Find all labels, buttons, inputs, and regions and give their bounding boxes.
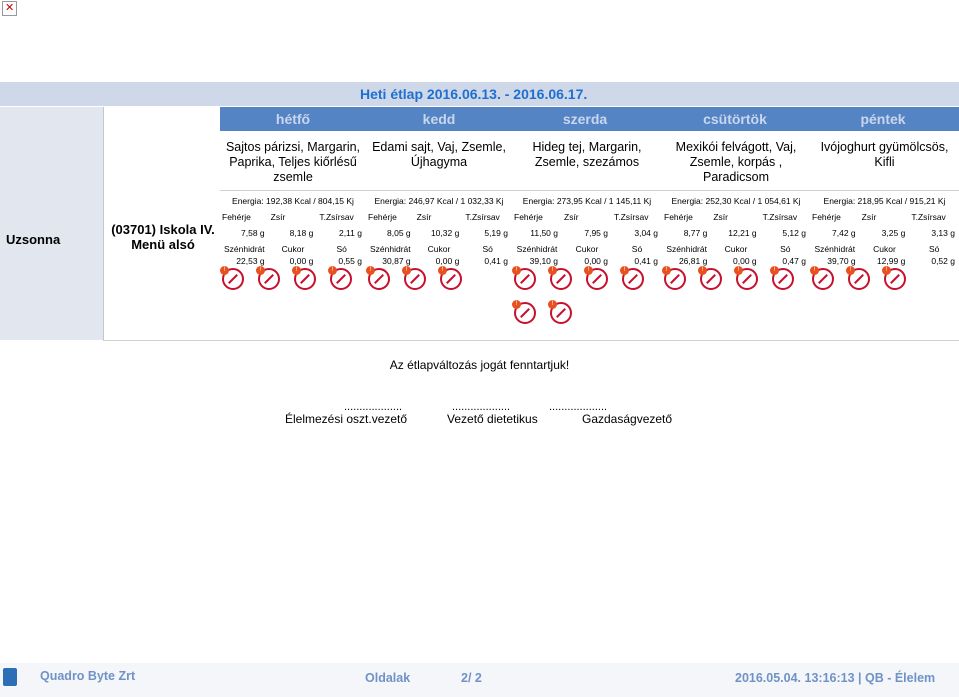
- meal-name: Hideg tej, Margarin, Zsemle, szezámos: [532, 140, 642, 169]
- signature-dots: ...................: [549, 401, 608, 413]
- broken-image-icon: [2, 1, 17, 16]
- nutrient-label: Cukor: [575, 244, 599, 254]
- nutrient-label: Cukor: [281, 244, 305, 254]
- nutrient-value: 22,53 g: [236, 256, 265, 266]
- info-badge-icon: !: [512, 266, 521, 275]
- info-badge-icon: !: [662, 266, 671, 275]
- nutrient-value: 0,41 g: [634, 256, 658, 266]
- info-badge-icon: !: [366, 266, 375, 275]
- nutrient-label: Zsír: [713, 212, 728, 222]
- info-badge-icon: !: [220, 266, 229, 275]
- nutrient-label: Cukor: [873, 244, 896, 254]
- nutrient-value: 39,10 g: [529, 256, 558, 266]
- footer-page-value: 2/ 2: [461, 671, 482, 685]
- nutrient-value: 10,32 g: [430, 228, 460, 238]
- meal-type-label: Uzsonna: [6, 232, 61, 247]
- nutrient-value: 3,04 g: [634, 228, 658, 238]
- day-tuesday: kedd: [422, 111, 456, 127]
- signature-role: Élelmezési oszt.vezető: [285, 412, 408, 426]
- nutrient-value: 7,58 g: [241, 228, 265, 238]
- footer-company: Quadro Byte Zrt: [40, 669, 136, 683]
- info-badge-icon: !: [770, 266, 779, 275]
- meal-name: Edami sajt, Vaj, Zsemle, Újhagyma: [372, 140, 506, 169]
- nutrient-value: 8,05 g: [387, 228, 411, 238]
- nutrient-value: 3,13 g: [931, 228, 955, 238]
- nutrient-value: 0,00 g: [435, 256, 460, 266]
- info-badge-icon: !: [734, 266, 743, 275]
- menu-name: (03701) Iskola IV. Menü alsó: [111, 222, 215, 252]
- nutrient-label: Só: [780, 244, 791, 254]
- nutrient-label: T.Zsírsav: [465, 212, 500, 222]
- nutrient-label: Fehérje: [812, 212, 841, 222]
- nutrient-value: 30,87 g: [382, 256, 411, 266]
- info-badge-icon: !: [548, 300, 557, 309]
- energy-value: Energia: 192,38 Kcal / 804,15 Kj: [232, 196, 354, 206]
- logo-icon: [3, 668, 17, 686]
- nutrient-label: T.Zsírsav: [614, 212, 649, 222]
- info-badge-icon: !: [548, 266, 557, 275]
- meal-type-column: [0, 107, 104, 340]
- nutrient-label: Fehérje: [368, 212, 397, 222]
- nutrient-value: 0,55 g: [338, 256, 362, 266]
- day-wednesday: szerda: [562, 111, 608, 127]
- nutrient-label: Zsír: [416, 212, 432, 222]
- info-badge-icon: !: [328, 266, 337, 275]
- nutrient-value: 0,00 g: [733, 256, 757, 266]
- nutrient-value: 12,99 g: [876, 256, 906, 266]
- info-badge-icon: !: [584, 266, 593, 275]
- footer-page-label: Oldalak: [365, 671, 411, 685]
- signature-role: Gazdaságvezető: [582, 412, 673, 426]
- nutrient-label: Fehérje: [222, 212, 251, 222]
- info-badge-icon: !: [402, 266, 411, 275]
- nutrient-value: 12,21 g: [728, 228, 757, 238]
- info-badge-icon: !: [620, 266, 629, 275]
- info-badge-icon: !: [810, 266, 819, 275]
- nutrient-label: Szénhidrát: [224, 244, 265, 254]
- nutrient-value: 0,41 g: [484, 256, 508, 266]
- nutrient-value: 11,50 g: [530, 228, 558, 238]
- info-badge-icon: !: [882, 266, 891, 275]
- day-thursday: csütörtök: [703, 111, 767, 127]
- nutrient-label: Szénhidrát: [516, 244, 558, 254]
- footer-timestamp: 2016.05.04. 13:16:13 | QB - Élelem: [735, 671, 936, 685]
- divider: [103, 340, 959, 341]
- nutrient-value: 3,25 g: [881, 228, 906, 238]
- info-badge-icon: !: [512, 300, 521, 309]
- info-badge-icon: !: [846, 266, 855, 275]
- info-badge-icon: !: [256, 266, 265, 275]
- nutrient-label: Só: [631, 244, 643, 254]
- nutrient-label: Cukor: [724, 244, 748, 254]
- nutrient-value: 0,52 g: [931, 256, 955, 266]
- nutrient-label: Cukor: [427, 244, 451, 254]
- energy-value: Energia: 252,30 Kcal / 1 054,61 Kj: [671, 196, 801, 206]
- nutrient-value: 2,11 g: [338, 228, 362, 238]
- nutrient-value: 8,77 g: [683, 228, 708, 238]
- nutrient-value: 8,18 g: [289, 228, 314, 238]
- nutrient-label: Zsír: [270, 212, 286, 222]
- notice: Az étlapváltozás jogát fenntartjuk!: [389, 358, 570, 372]
- nutrient-label: Szénhidrát: [370, 244, 411, 254]
- energy-value: Energia: 246,97 Kcal / 1 032,33 Kj: [374, 196, 504, 206]
- info-badge-icon: !: [438, 266, 447, 275]
- signature-dots: ...................: [452, 401, 511, 413]
- nutrient-value: 5,12 g: [782, 228, 806, 238]
- nutrient-label: T.Zsírsav: [762, 212, 798, 222]
- day-friday: péntek: [860, 111, 906, 127]
- energy-value: Energia: 273,95 Kcal / 1 145,11 Kj: [522, 196, 652, 206]
- nutrient-value: 0,00 g: [584, 256, 608, 266]
- nutrient-label: Fehérje: [514, 212, 543, 222]
- energy-value: Energia: 218,95 Kcal / 915,21 Kj: [823, 196, 946, 206]
- info-badge-icon: !: [292, 266, 301, 275]
- divider: [220, 190, 959, 191]
- page-title: Heti étlap 2016.06.13. - 2016.06.17.: [360, 86, 588, 102]
- day-monday: hétfő: [275, 111, 311, 127]
- info-badge-icon: !: [698, 266, 707, 275]
- meal-name: Mexikói felvágott, Vaj, Zsemle, korpás , Paradicsom: [675, 140, 797, 184]
- nutrient-label: Szénhidrát: [666, 244, 707, 254]
- nutrient-label: Zsír: [861, 212, 877, 222]
- nutrient-label: Só: [482, 244, 493, 254]
- nutrient-value: 26,81 g: [678, 256, 708, 266]
- nutrient-label: T.Zsírsav: [911, 212, 946, 222]
- nutrient-value: 39,70 g: [827, 256, 856, 266]
- signature-dots: ...................: [344, 401, 403, 413]
- nutrient-label: Só: [336, 244, 347, 254]
- nutrient-value: 7,95 g: [584, 228, 608, 238]
- nutrient-value: 0,00 g: [289, 256, 314, 266]
- nutrient-label: T.Zsírsav: [319, 212, 354, 222]
- nutrient-value: 7,42 g: [832, 228, 856, 238]
- nutrient-value: 5,19 g: [484, 228, 508, 238]
- meal-name: Sajtos párizsi, Margarin, Paprika, Teljes kiőrlésű zsemle: [225, 140, 361, 184]
- nutrient-label: Só: [928, 244, 940, 254]
- nutrient-label: Szénhidrát: [814, 244, 856, 254]
- nutrient-label: Zsír: [564, 212, 579, 222]
- nutrient-label: Fehérje: [664, 212, 693, 222]
- meal-name: Ivójoghurt gyümölcsös, Kifli: [820, 140, 949, 169]
- signature-role: Vezető dietetikus: [447, 412, 538, 426]
- nutrient-value: 0,47 g: [782, 256, 806, 266]
